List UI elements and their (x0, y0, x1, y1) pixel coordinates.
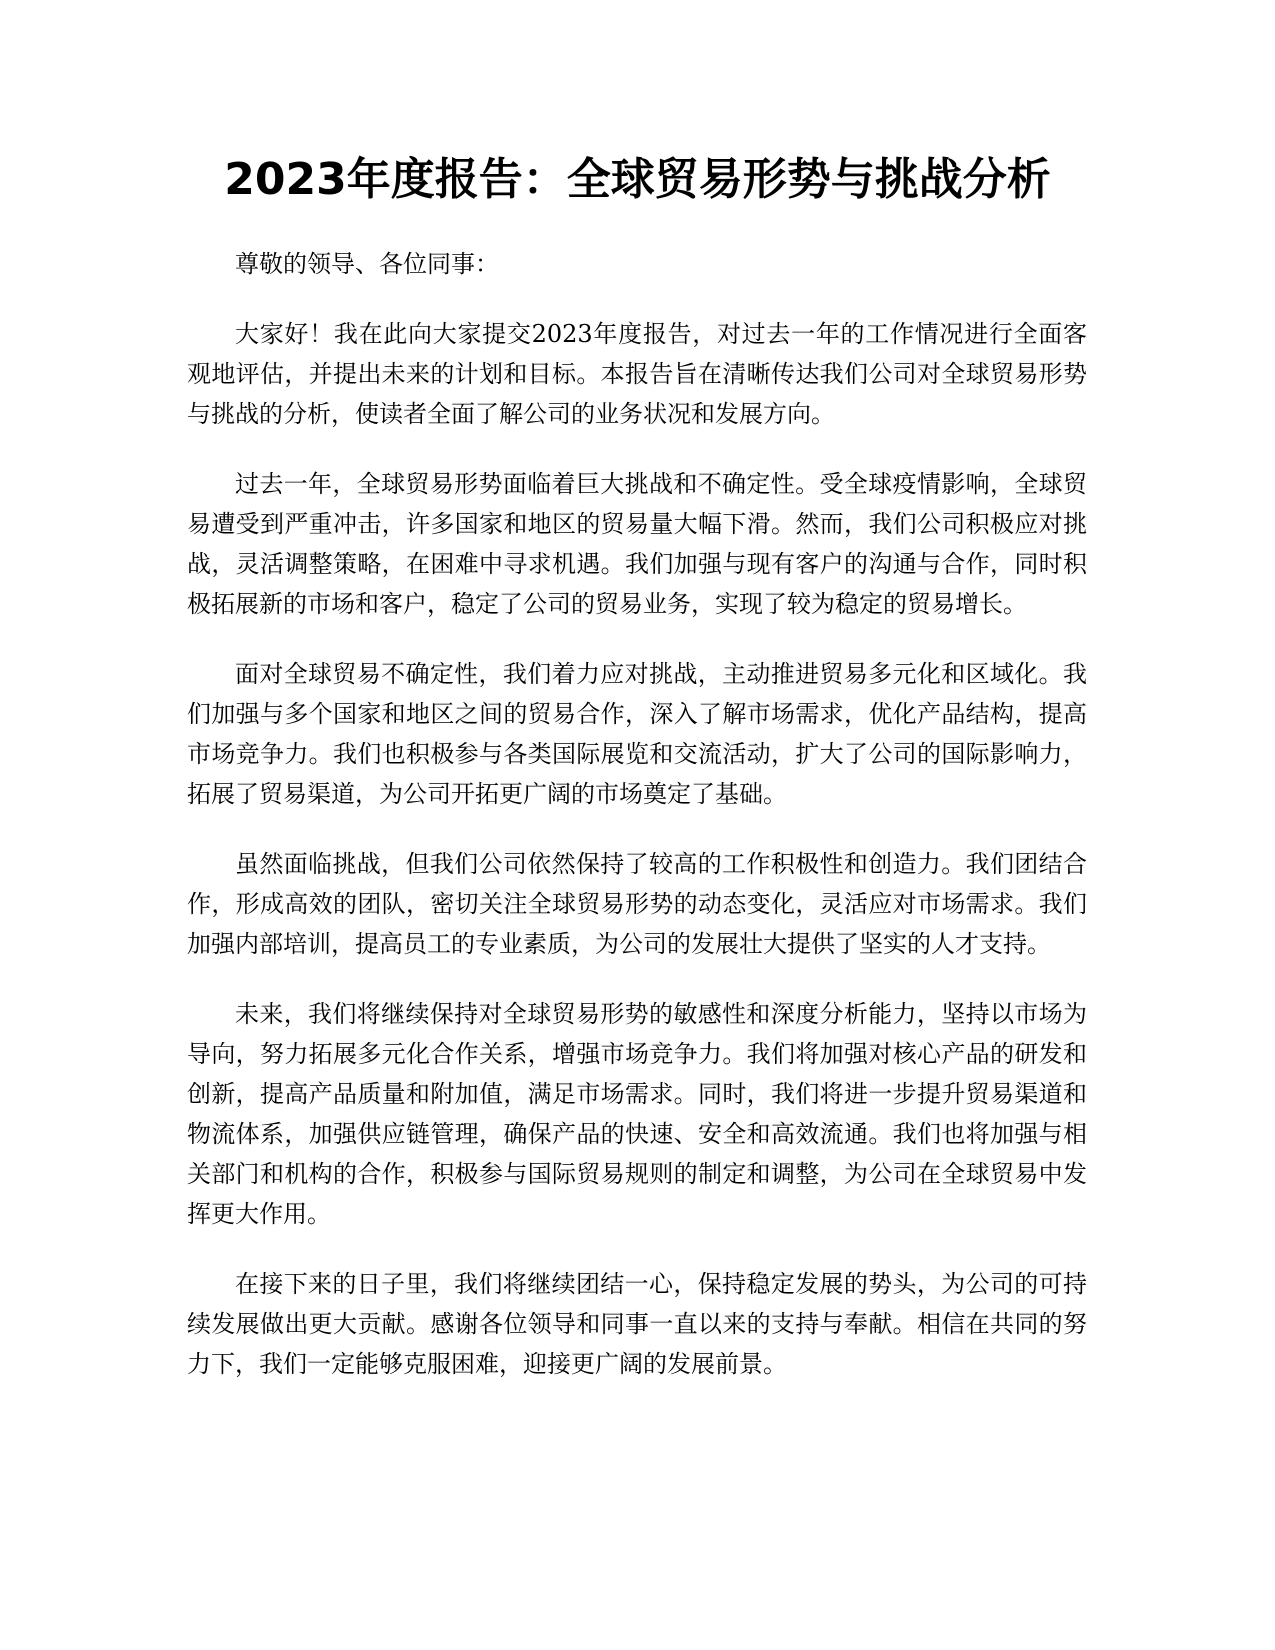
salutation: 尊敬的领导、各位同事： (235, 250, 499, 278)
paragraph-team: 虽然面临挑战，但我们公司依然保持了较高的工作积极性和创造力。我们团结合作，形成高效的团队，密切关注全球贸易形势的动态变化，灵活应对市场需求。我们加强内部培训，提高员工的专业素质，为公司的发展壮大提供了坚实的人才支持。 (187, 850, 1087, 958)
paragraph-past-year: 过去一年，全球贸易形势面临着巨大挑战和不确定性。受全球疫情影响，全球贸易遭受到严重冲击，许多国家和地区的贸易量大幅下滑。然而，我们公司积极应对挑战，灵活调整策略，在困难中寻求机遇。我们加强与现有客户的沟通与合作，同时积极拓展新的市场和客户，稳定了公司的贸易业务，实现了较为稳定的贸易增长。 (187, 470, 1087, 618)
paragraph-intro: 大家好！我在此向大家提交2023年度报告，对过去一年的工作情况进行全面客观地评估，并提出未来的计划和目标。本报告旨在清晰传达我们公司对全球贸易形势与挑战的分析，使读者全面了解公司的业务状况和发展方向。 (187, 320, 1087, 428)
paragraph-closing: 在接下来的日子里，我们将继续团结一心，保持稳定发展的势头，为公司的可持续发展做出更大贡献。感谢各位领导和同事一直以来的支持与奉献。相信在共同的努力下，我们一定能够克服困难，迎接更广阔的发展前景。 (187, 1270, 1087, 1378)
paragraph-future: 未来，我们将继续保持对全球贸易形势的敏感性和深度分析能力，坚持以市场为导向，努力拓展多元化合作关系，增强市场竞争力。我们将加强对核心产品的研发和创新，提高产品质量和附加值，满足市场需求。同时，我们将进一步提升贸易渠道和物流体系，加强供应链管理，确保产品的快速、安全和高效流通。我们也将加强与相关部门和机构的合作，积极参与国际贸易规则的制定和调整，为公司在全球贸易中发挥更大作用。 (187, 1000, 1087, 1228)
document-title: 2023年度报告：全球贸易形势与挑战分析 (224, 154, 1051, 205)
document-body (187, 244, 1087, 1414)
paragraph-diversification: 面对全球贸易不确定性，我们着力应对挑战，主动推进贸易多元化和区域化。我们加强与多个国家和地区之间的贸易合作，深入了解市场需求，优化产品结构，提高市场竞争力。我们也积极参与各类国际展览和交流活动，扩大了公司的国际影响力，拓展了贸易渠道，为公司开拓更广阔的市场奠定了基础。 (187, 660, 1087, 808)
